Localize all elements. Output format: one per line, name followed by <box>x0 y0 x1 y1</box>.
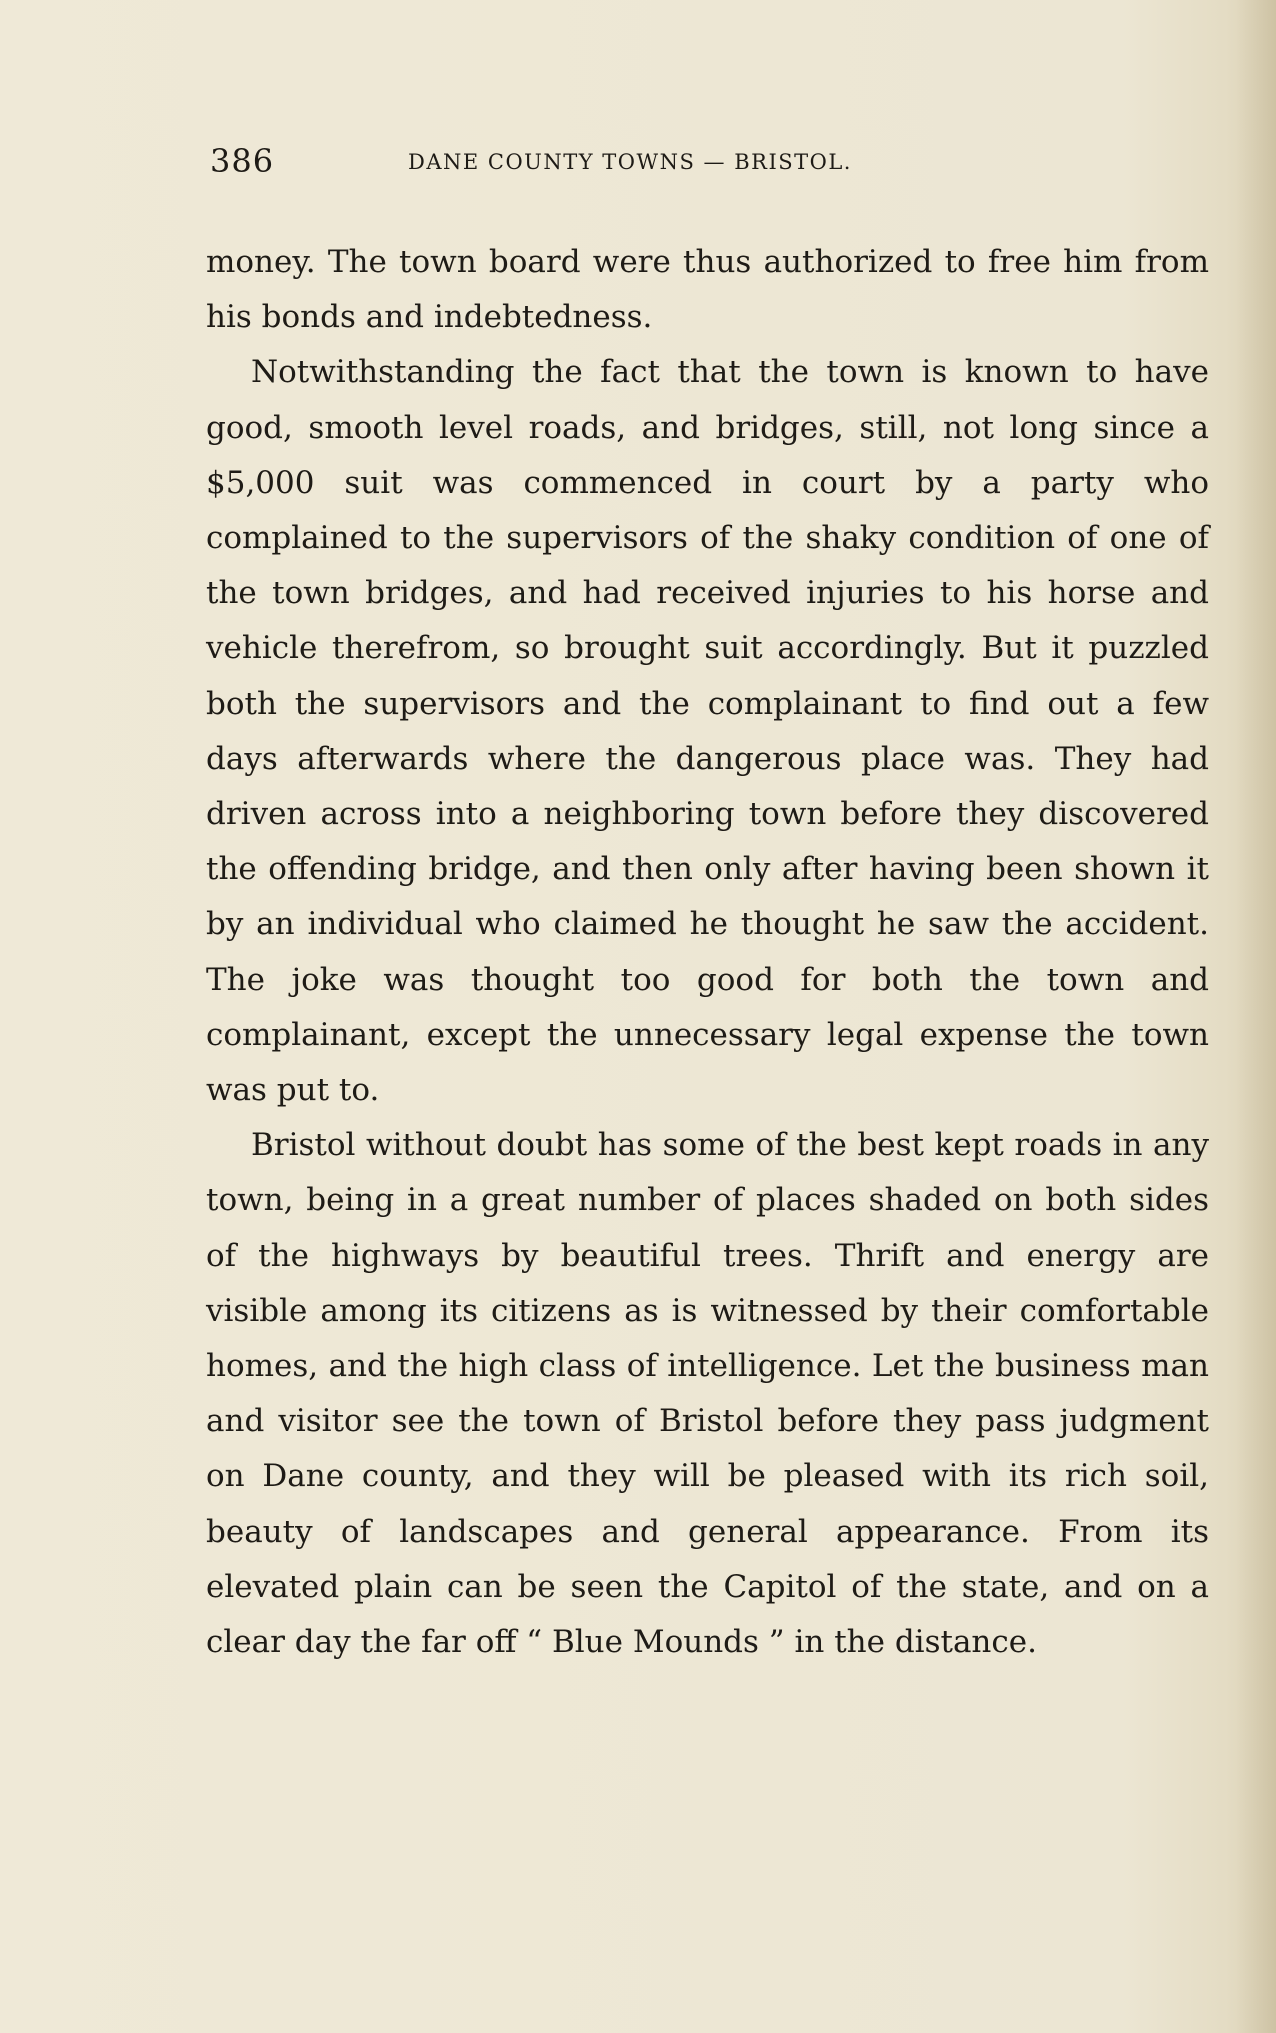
paragraph-bridge-suit: Notwithstanding the fact that the town is known to have good, smooth level roads, and bridges, still, not long since a $5,000 suit was commenced in court by a party who complained to the supervisors of the shaky condition of one of the town bridges, and had received injuries to his horse and vehicle therefrom, so brought suit accordingly. But it puzzled both the supervisors and the complainant to find out a few days afterwards where the dangerous place was. They had driven across into a neighboring town before they discovered the offending bridge, and then only after having been shown it by an individual who claimed he thought he saw the accident. The joke was thought too good for both the town and complainant, except the unnecessary legal expense the town was put to. <box>206 354 1209 1109</box>
paragraph-continued: money. The town board were thus authorized to free him from his bonds and indebtedness. <box>206 244 1209 336</box>
page-number: 386 <box>210 142 275 180</box>
running-head <box>210 142 1210 192</box>
body-text <box>206 235 1209 1670</box>
page-edge-shadow <box>1236 0 1276 2033</box>
paragraph-bristol-roads: Bristol without doubt has some of the best kept roads in any town, being in a great number of places shaded on both sides of the highways by beautiful trees. Thrift and energy are visible among its citizens as is witnessed by their comfortable homes, and the high class of intelligence. Let the business man and visitor see the town of Bristol before they pass judgment on Dane county, and they will be pleased with its rich soil, beauty of landscapes and general appearance. From its elevated plain can be seen the Capitol of the state, and on a clear day the far off “ Blue Mounds ” in the distance. <box>206 1127 1209 1661</box>
running-title: DANE COUNTY TOWNS — BRISTOL. <box>408 150 852 174</box>
